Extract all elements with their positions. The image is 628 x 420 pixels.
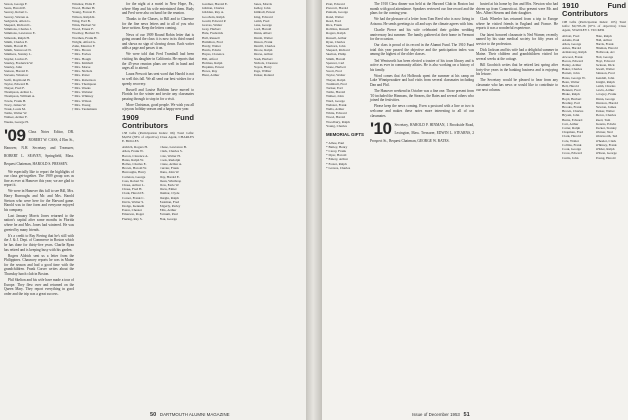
fund-contributor-name: Glidden, Ray A. <box>202 10 225 15</box>
fund-contributor-name: Knight, Ralph <box>595 79 615 84</box>
fund-contributor-name: Parker, Walter <box>595 109 615 114</box>
fund-contributor-name: Hardy, Walter <box>202 44 221 49</box>
notes-paragraph: Please keep the news coming. Even a postcard with a line or two is welcome and makes these notes more interesting to all of our classmates. <box>370 104 474 118</box>
fund-contributor-name: Davis, Walter S. <box>122 199 145 204</box>
fund-contributor-name: Armstrong, Ralph <box>562 50 587 55</box>
fund-contributor-name: Bailey, Arthur <box>562 63 582 68</box>
contributor-name: Saxon, George F. <box>4 2 28 6</box>
fund-contributor-name: Howe, Ray <box>202 69 218 74</box>
notes-1910-continued <box>476 2 558 92</box>
fund-contributor-name: Currier, Frank <box>159 166 179 171</box>
fund-contributor-name: Collins, Frank <box>562 142 582 147</box>
fund-contributor-name: Lamb, Charles <box>595 84 616 89</box>
contributor-name: Simmons, Charles J. <box>4 27 32 32</box>
contributor-name: † Mrs. Tiedemann <box>72 107 97 112</box>
fund-contributor-name: Tucker, Stanley <box>595 126 617 131</box>
notes-intro: Class Notes Editor, DR. ROBERT W. CASS, 4 Elm St., Hanover, N.H. Secretary and Treasurer, ROBERT L. SEAVEY, Springfield, Mass. Bequest Chairman, HAROLD S. PRESSEY. <box>4 130 74 166</box>
fund-contributor-name: Robbins, Russell <box>326 27 349 32</box>
notes-paragraph: News of our 1909 Round Robin letter that is going around the class: it is now in its third round and shows no sign of slowing down. Each writer adds a page and passes it on. <box>122 32 194 51</box>
fund-contributor-name: Farnum, Paul <box>159 212 178 217</box>
notes-continued <box>122 2 194 112</box>
fund-contributor-name: Ames, Harold <box>562 46 582 51</box>
fund-contributor-name: Wood, Harold <box>326 115 346 120</box>
fund-contributor-name: Cole, Walter <box>562 138 579 143</box>
fund-contributor-name: White, Edward <box>326 111 347 116</box>
fund-contributor-name: Hayes, Clarence <box>202 52 225 57</box>
fund-contributor-name: Wilson, George <box>595 151 617 156</box>
notes-paragraph: The 1910 Class dinner was held at the Harvard Club in Boston last month with good attendance. Speakers reviewed our fine record and the plans for the coming year. <box>370 2 474 16</box>
fund-contributor-name: Drew, Elmer <box>159 187 177 192</box>
class-notes-1910 <box>370 2 474 147</box>
fund-contributor-name: Lane, George <box>253 23 272 28</box>
notes-paragraph: Phil Skelton and his wife have made a tour of Europe. They flew over and returned on the Queen Mary. They report everything in good order and the trip was a great success. <box>4 278 74 296</box>
memorial-name: * Carey, Frank <box>326 149 347 153</box>
contributor-name: Simmons, Lawrence E. <box>4 31 36 36</box>
fund-contributor-name: Dana, John W. <box>159 170 180 175</box>
fund-contributor-name: Whitney, Frank <box>595 142 617 147</box>
fund-1909-names-a <box>122 145 157 221</box>
fund-contributor-name: Edgerly, Perley <box>159 204 181 209</box>
page-gutter <box>306 0 322 420</box>
fund-contributor-name: Gardner, Harold E. <box>202 2 228 6</box>
contributor-name: Tracy, James W. <box>4 102 27 107</box>
fund-contributor-name: Cross, Edward <box>562 151 582 156</box>
fund-contributor-name: Parker, Roland <box>253 73 274 78</box>
contributor-name: Towle, Frank H. <box>4 98 27 103</box>
fund-contributor-name: Hill, Alfred <box>202 56 218 61</box>
fund-contributor-name: Smith, Harold <box>326 56 346 61</box>
fund-contributor-name: Eaton, Chester <box>122 208 142 213</box>
notes-1910-paragraphs <box>370 2 474 118</box>
fund-contributor-name: Graves, Walter <box>202 23 223 28</box>
contributor-name: Swift, Raymond H. <box>4 77 31 82</box>
fund-contributor-name: Boyd, Herbert <box>562 96 582 101</box>
fund-contributor-name: Pierce, Charles <box>595 113 617 118</box>
class-year-1910: '10 <box>370 119 392 139</box>
notes-paragraph: for the night at a motel in New Hope, Pa., where Shep and his wife entertained them. Rudy and Fred were also on hand for the reunion. <box>122 2 194 16</box>
notes-paragraph: Word comes that Art Holbrook spent the summer at his camp on Lake Winnipesaukee and had visits from several classmates including Dan and Phil. <box>370 73 474 87</box>
contributor-name: Simonds, Ralph H. <box>4 35 30 40</box>
contributor-name: Woolley, Herbert W. <box>72 31 100 36</box>
fund-contributor-name: Bryant, John <box>562 113 580 118</box>
memorial-name: * Albee, Paul <box>326 140 345 145</box>
memorial-name: * Emery, Arthur <box>326 157 348 162</box>
page-number-right: 51 <box>463 412 470 418</box>
fund-contributor-name: Dean, Winthrop <box>159 178 182 183</box>
fund-contributor-name: Hunt, Arthur <box>202 73 220 78</box>
fund-contributor-name: Woodbury, Ralph <box>326 119 350 124</box>
fund-contributor-name: Burns, Edward <box>562 117 583 122</box>
fund-contributor-name: Prescott, Harold <box>326 6 349 11</box>
fund-contributor-name: Fisk, George <box>159 216 177 221</box>
fund-contributor-name: Day, Harold E. <box>159 174 180 179</box>
left-folio <box>150 412 230 418</box>
fund-contributor-name: Goodwin, Ralph <box>202 14 225 19</box>
fund-contributor-name: Clark, Charles S. <box>159 149 183 154</box>
page-number-left: 50 <box>150 412 157 418</box>
fund-1910-names-b <box>596 34 627 160</box>
fund-contributor-name: Aldrich, Rogers H. <box>122 145 148 150</box>
memorial-names <box>326 141 366 170</box>
fund-contributor-name: Tucker, Earl <box>326 86 343 91</box>
fund-contributor-name: Carter, Ralph <box>562 126 581 131</box>
fund-contributor-name: Jackson, Dick <box>595 63 615 68</box>
contributor-name: Wood, Homer H. <box>72 6 96 11</box>
fund-contributor-name: Hinman, Harold <box>595 46 618 51</box>
contributor-name: Sears, Harold P. <box>4 6 26 11</box>
notes-paragraph: The Hanover weekend in October was a fine one. Those present from '10 included the Hinmans, the Stearns, the Bates and several others who joined the festivities. <box>370 89 474 103</box>
fund-contributor-name: Cass, Robert W. <box>122 178 144 183</box>
fund-contributor-name: Merrill, Charles <box>253 44 276 49</box>
fund-contributor-name: Atwood, Frank <box>562 54 583 59</box>
fund-contributor-name: Holbrook, Art <box>595 50 615 55</box>
contributor-name: Trask, Louis M. <box>4 107 26 112</box>
fund-contributor-name: Mason, Frank <box>253 39 273 44</box>
fund-contributor-name: Kendall, John <box>595 75 615 80</box>
fund-contributor-name: Chase, Arthur L. <box>122 183 145 187</box>
fund-contributor-name: Young, Charles <box>326 123 347 128</box>
fund-1910-summary: 198 Gifts (Participation Index: 105) Total Gifts: $9,705.26 (97% of objective) Class Agent, STANLEY J. TUCKER <box>562 19 626 32</box>
contributor-name: Smith, Charles E. <box>4 39 28 44</box>
fund-contributor-name: Wilder, Ralph <box>595 147 615 152</box>
fund-contributor-name: Johnson, Fred <box>595 71 615 76</box>
contributor-name: * Mrs. Forbes <box>72 52 91 57</box>
contributor-name: Weeks, George H. <box>4 119 29 124</box>
notes-paragraph: Bill Goodrich writes that he retired last spring after forty-five years in the banking business and is enjoying his leisure. <box>476 63 558 77</box>
fund-contributor-name: Carr, Arthur <box>562 121 579 126</box>
contributor-name: Shepard, Richard L. <box>4 23 32 28</box>
contributor-name: Sedgwick, Allen G. <box>4 18 31 23</box>
fund-contributor-name: Kimball, Ernest <box>253 10 275 15</box>
fund-contributor-name: Pratt, Edward <box>326 2 345 6</box>
fund-contributor-name: Hamilton, Fred <box>202 39 223 44</box>
contributor-name: * Mrs. Brown <box>72 48 91 53</box>
fund-names-col4a <box>202 2 251 78</box>
fund-contributor-name: Webster, Frank <box>326 102 347 107</box>
fund-contributor-name: Moore, Ralph <box>253 48 273 53</box>
fund-contributor-name: Cook, George <box>562 147 581 152</box>
fund-contributor-name: Curtis, John <box>562 155 579 160</box>
memorial-name: * Graves, Charles <box>326 165 351 170</box>
notes-paragraph: Thanks to the Chases, to Bill and to Clarence for the fine news letters and to all of you who have written. Keep the letters coming. <box>122 17 194 31</box>
fund-contributor-name: Hall, Russell <box>202 35 220 40</box>
contributor-name: Stanley, Frederick W. <box>4 60 34 65</box>
notes-paragraph: Clark Wheeler has returned from a trip to Europe where he visited friends in England and France. He reports it was a wonderful experience. <box>476 17 558 31</box>
contributor-name: Stevens, Winslow <box>4 73 29 78</box>
fund-contributor-name: Gray, Herbert <box>202 27 221 32</box>
notes-paragraph: Our latest honored classmate is Ned Warner, recently named by his state medical society for fifty years of service to the profession. <box>476 32 558 46</box>
fund-contributor-name: Allen, George <box>562 42 582 47</box>
fund-contributor-name: Walker, John <box>326 94 344 99</box>
fund-contributor-name: Cole, Walter H. <box>159 153 181 158</box>
fund-contributor-name: Wells, Arthur <box>326 107 345 112</box>
fund-contributor-name: Rice, Frank <box>326 23 342 28</box>
fund-contributor-name: Ryan, Charles <box>326 39 346 44</box>
fund-contributor-name: Blake, Ralph <box>562 92 580 97</box>
notes-paragraph: More Christmas, good people. We wish you all a joyous holiday season and a happy new year. <box>122 102 194 112</box>
contributor-name: Smith, Harold H. <box>4 44 28 49</box>
contributor-name: Smith, Stanwood N. <box>4 48 32 53</box>
contributor-name: * Mrs. Robertson <box>72 77 96 82</box>
notes-paragraph: Our class is proud of its record in the Alumni Fund. The 1910 Fund total this year passed the objective and the participation index was among the highest of the older classes. <box>370 43 474 57</box>
notes-paragraph: Charlie Pierce and his wife celebrated their golden wedding anniversary last summer. The family gathered at their home in Vermont for the occasion. <box>370 27 474 42</box>
magazine-title: DARTMOUTH ALUMNI MAGAZINE <box>159 412 230 417</box>
contributor-name: * Mrs. Wilson <box>72 98 92 103</box>
contributor-name: Zahn, Maurice F. <box>72 44 96 49</box>
notes-paragraph: Laura Prescott has sent word that Harold is not so well this fall. We all send our best wishes for a speedy recovery. <box>122 72 194 86</box>
fund-contributor-name: Barrett, John <box>562 71 580 76</box>
contributor-name: Seavey, Warren A. <box>4 14 30 19</box>
fund-contributor-name: Lewis, Arthur <box>595 88 615 93</box>
fund-contributor-name: Bates, George W. <box>562 75 586 80</box>
contributor-name: * Mrs. Whitney <box>72 94 94 99</box>
notes-paragraph: hosted at his home by Jim and Mrs. Newton who had driven up from Connecticut. Also present were Mr. and Mrs. Albert Stearns and their daughter. <box>476 2 558 16</box>
notes-paragraph: Rogers Aldrich sent us a letter from the Philippines. Chauncey reports he was in Maine for the season and had a good time with the grandchildren. Frank Corser writes about the Thursday lunch club in Boston. <box>4 253 74 276</box>
contributor-name: Taylor, Edward B. <box>4 81 29 86</box>
contributor-name: Stanley, John <box>4 65 23 70</box>
fund-contributor-name: Jewell, Walter <box>595 67 615 72</box>
class-notes-1909 <box>4 128 74 298</box>
fund-contributor-name: Eastman, Fred <box>159 199 180 204</box>
fund-contributor-name: Ellis, Arthur <box>159 208 177 213</box>
fund-contributor-name: Sanborn, John <box>326 44 346 49</box>
fund-contributor-name: Brown, Charles <box>562 109 584 114</box>
contributor-name: Thayer, Fred F. <box>4 86 25 91</box>
memorial-name: * Foster, Ralph <box>326 161 347 166</box>
contributor-name: Wright, Alfred G. <box>72 39 96 44</box>
contributor-name: Smithers, Stanley L. <box>4 52 32 57</box>
contributor-name: * Mrs. Young <box>72 102 91 107</box>
fund-contributor-name: Wentworth, Ted <box>595 134 618 139</box>
fund-contributor-name: Hall, Arthur <box>595 37 612 42</box>
contributor-name: * Mrs. Morse <box>72 65 91 70</box>
contributor-name: * Mrs. Nichols <box>72 69 93 74</box>
fund-contributor-name: Bell, Harold <box>562 84 579 89</box>
notes-paragraphs <box>4 170 74 297</box>
fund-contributor-name: Hoyt, Edward <box>595 58 615 63</box>
contributor-list-col1 <box>4 2 60 124</box>
fund-contributor-name: Newton, James <box>595 105 617 110</box>
fund-contributor-name: Tuttle, Harold <box>326 90 346 95</box>
fund-contributor-name: Noyes, Harry <box>253 65 272 70</box>
fund-contributor-name: Kelley, John <box>253 6 271 11</box>
fund-contributor-name: Chase, Fred H. <box>122 187 143 192</box>
fund-contributor-name: Morse, Arthur <box>253 52 273 57</box>
contributor-name: Thompson, Arthur L. <box>4 90 33 95</box>
fund-contributor-name: Chapman, Fred <box>562 130 583 135</box>
fund-contributor-name: Hale, Frederick <box>202 31 224 36</box>
fund-contributor-name: Young, Harold <box>595 155 616 160</box>
fund-contributor-name: Taylor, Walter <box>326 73 346 78</box>
contributor-name: * Mrs. Weeks <box>72 86 91 91</box>
fund-contributor-name: Clark, Harold E. <box>122 191 145 196</box>
issue-date: Issue of December 1953 <box>412 412 460 417</box>
fund-contributor-name: Baker, Charles <box>562 67 583 72</box>
right-folio <box>412 412 470 418</box>
notes-paragraph: Last January Morris Jones returned to the nation's capital after some months in Florida where he and Mrs. Jones had wintered. He was greeted by many friends. <box>4 213 74 232</box>
fund-contributor-name: Thayer, Ralph <box>326 77 346 82</box>
fund-1909-title: 1909 Fund Contributors <box>122 112 194 130</box>
fund-contributor-name: Skelton, Philip <box>326 52 347 57</box>
fund-contributor-name: Bennett, Fred <box>562 88 581 93</box>
fund-contributor-name: Stearns, Edwin <box>595 121 617 126</box>
fund-contributor-name: Reed, Fred <box>326 18 341 23</box>
notes-paragraph: We were in Hanover this fall to see Bill, Mrs. Harry Burroughs and Mr. and Mrs. Harold Stetson who were here for the Harvard game. Harold was in fine form and everyone enjoyed his company. <box>4 189 74 212</box>
contributor-name: * Mrs. Webster <box>72 90 93 95</box>
fund-contributor-name: Dunbar, Clyde <box>159 191 180 196</box>
class-year-1909: '09 <box>4 126 26 145</box>
fund-contributor-name: Trumbull, Fred <box>326 81 347 86</box>
fund-contributor-name: Lord, Harold <box>253 27 272 32</box>
notes-paragraph: Dick Jackson and his wife had a delightful summer in Maine. Their children and grandchildren visited for several weeks at the cottage. <box>476 47 558 62</box>
fund-contributor-name: Putnam, George <box>326 10 348 15</box>
fund-1909-names-b <box>160 145 195 221</box>
contributor-name: Young, Forrest E. <box>72 10 96 15</box>
fund-contributor-name: Bacon, Edward <box>562 58 583 63</box>
right-page <box>322 0 628 420</box>
fund-contributor-name: Mann, Albert <box>253 31 272 36</box>
contributor-name: Snyder, Lucius E. <box>4 56 29 61</box>
fund-contributor-name: Dow, Earle W. <box>159 183 180 187</box>
fund-contributor-name: Gould, Edward P. <box>202 18 226 23</box>
fund-1909-summary: 138 Gifts (Participation Index: 66) Total Gifts: $6,652 (58% of objective) Class Agent, CHARLES E. BOLLES <box>122 131 194 144</box>
contributor-name: Wing, Earl B. <box>72 18 91 23</box>
fund-contributor-name: Shepard, Richard <box>326 48 350 53</box>
fund-contributor-name: Brooks, Frank <box>562 105 582 110</box>
fund-contributor-name: Nash, Herbert <box>253 56 273 61</box>
contributor-name: Winn, Herbert W. <box>72 23 96 28</box>
fund-contributor-name: Dodge, Kenneth <box>122 204 145 209</box>
fund-contributor-name: Adams, Paul <box>562 37 580 42</box>
fund-contributor-name: Chase, Lawrence B. <box>159 145 187 150</box>
fund-1910-col8 <box>562 2 626 160</box>
contributor-name: Windsor, Eldis F. <box>72 2 96 6</box>
memorial-name: * Dyer, Harold <box>326 153 347 158</box>
fund-contributor-name: Rand, Walter <box>326 14 344 19</box>
contributor-name: Thompson, William A. <box>4 94 36 99</box>
class-1910-intro: Secretary, HAROLD P. HINMAN, 1 Brookside Road, Lexington, Mass. Treasurer, EDWIN L. STEARNS, 2 Prospect St., Bequest Chairman, GEORGE W. BATES. <box>370 123 474 144</box>
contributor-name: * Mrs. Potter <box>72 73 90 78</box>
fund-names-col5 <box>326 2 366 170</box>
fund-contributor-name: Harris, Edwin <box>202 48 222 53</box>
contributor-name: Stetson, Harold E. <box>4 69 29 74</box>
fund-contributor-name: Warner, Ned <box>595 130 613 135</box>
contributor-list-col2 <box>72 2 118 111</box>
contributor-name: Wood, Ernest F. <box>72 27 94 32</box>
notes-1910-col7 <box>476 2 558 94</box>
fund-contributor-name: Fiering, Ray S. <box>122 216 143 221</box>
fund-contributor-name: Cook, Rudolph <box>159 157 181 162</box>
fund-contributor-name: Marsh, Walter <box>253 35 273 40</box>
fund-contributor-name: Reed, Tom <box>595 117 611 122</box>
fund-contributor-name: Spencer, Carl <box>326 60 345 65</box>
notes-and-fund-col3 <box>122 2 194 221</box>
contributor-name: * Mrs. Thompson <box>72 81 97 86</box>
notes-paragraph: The Secretary would be pleased to hear from any classmate who has news or would like to contribute to our next column. <box>476 78 558 92</box>
contributor-name: Walker, Arthur F. <box>4 115 28 120</box>
fund-1910-title: 1910 Fund Contributors <box>562 1 626 18</box>
fund-contributor-name: Holt, George <box>595 54 614 59</box>
fund-contributor-name: Bradley, Earl <box>562 100 580 105</box>
fund-contributor-name: Carleton, George <box>122 174 146 179</box>
contributor-name: * Mrs. Kimball <box>72 60 93 65</box>
fund-contributor-name: Bacon, Clarence A. <box>122 153 149 158</box>
contributor-name: Tuttle, Walter W. <box>4 111 28 116</box>
fund-contributor-name: Harris, Frank <box>595 42 614 47</box>
fund-contributor-name: Bates, Ralph W. <box>122 157 144 162</box>
notes-paragraph: We had the pleasure of a letter from Tom Reed who is now living in Arizona. He sends greetings to all and says the climate agrees with him. <box>370 17 474 26</box>
fund-contributor-name: Jones, Morris <box>253 2 272 6</box>
fund-contributor-name: Abbott, Fred <box>562 33 580 38</box>
fund-contributor-name: Lamb, Fred <box>253 18 270 23</box>
notes-paragraph: It's a credit to Ray Fiering that he's still with the J. & J. Dept. of Commerce in Boston which he has done for thirty-five years. Charlie Ryan has retired and is keeping busy with his garden. <box>4 233 74 252</box>
fund-names-col4b <box>254 2 303 78</box>
fund-contributor-name: Nichols, Clarence <box>253 60 278 65</box>
fund-contributor-name: Mann, George <box>595 96 616 101</box>
fund-contributor-name: Stone, Herbert <box>326 65 346 70</box>
fund-contributor-name: Brown, Harold W. <box>122 166 147 171</box>
notes-paragraph: We especially like to report the highlights of our class get-together. The 1909 group was as fine as ever at Hanover this year; we are glad to report it. <box>4 169 74 188</box>
fund-contributor-name: Bolles, Charles E. <box>122 161 147 166</box>
fund-contributor-name: Lovejoy, Frank <box>595 92 617 97</box>
fund-contributor-name: Swett, Fred <box>326 69 342 74</box>
notes-paragraph: We were told that Fred Trumbull had been visiting his daughter in California. He reports that the 45-year reunion plans are well in hand and urges all to attend. <box>122 52 194 71</box>
fund-contributor-name: Burroughs, Harry <box>122 170 146 175</box>
fund-contributor-name: Gilman, Charles <box>202 6 225 11</box>
memorial-gifts-heading: MEMORIAL GIFTS <box>326 132 364 138</box>
fund-contributor-name: Page, Wilbur <box>253 69 272 74</box>
fund-contributor-name: Russell, Arthur <box>326 35 347 40</box>
fund-contributor-name: Allen, Frank W. <box>122 149 144 154</box>
memorial-name: * Bailey, Henry <box>326 144 348 149</box>
contributor-name: Seavey, Robert L. <box>4 10 29 15</box>
fund-contributor-name: Emerson, Roger <box>122 212 145 217</box>
fund-contributor-name: Wheeler, Clark <box>595 138 617 143</box>
contributor-name: Wilson, Ralph R. <box>72 14 96 19</box>
fund-contributor-name: Marston, Harold <box>595 100 618 105</box>
fund-contributor-name: Corser, Frank C. <box>122 195 145 200</box>
notes-paragraph: Ted Wentworth has been elected a trustee of his town library and is active as ever in community affairs. He is also working on a history of his family. <box>370 58 474 72</box>
fund-1909-names-col4 <box>202 2 302 78</box>
fund-contributor-name: Bean, Walter <box>562 79 580 84</box>
contributor-name: * Mrs. Hough <box>72 56 91 61</box>
notes-paragraph: Russell and Louise Robbins have moved to Florida for the winter and invite any classmates passing through to stop in for a visit. <box>122 87 194 101</box>
fund-contributor-name: Crane, Arthur A. <box>159 161 183 166</box>
fund-contributor-name: Durgin, Ralph <box>159 195 179 200</box>
fund-1910-names-a <box>562 34 593 160</box>
contributor-name: Worthen, Frank H. <box>72 35 98 40</box>
fund-contributor-name: Hale, Ralph <box>595 33 612 38</box>
fund-contributor-name: Rogers, Ralph <box>326 31 346 36</box>
left-page <box>0 0 306 420</box>
fund-contributor-name: Ward, George <box>326 98 345 103</box>
fund-contributor-name: King, Edward <box>253 14 273 19</box>
fund-contributor-name: Holmes, Ralph <box>202 60 223 65</box>
fund-contributor-name: Clark, Harold <box>562 134 581 139</box>
fund-contributor-name: Hopkins, Ernest <box>202 65 224 70</box>
